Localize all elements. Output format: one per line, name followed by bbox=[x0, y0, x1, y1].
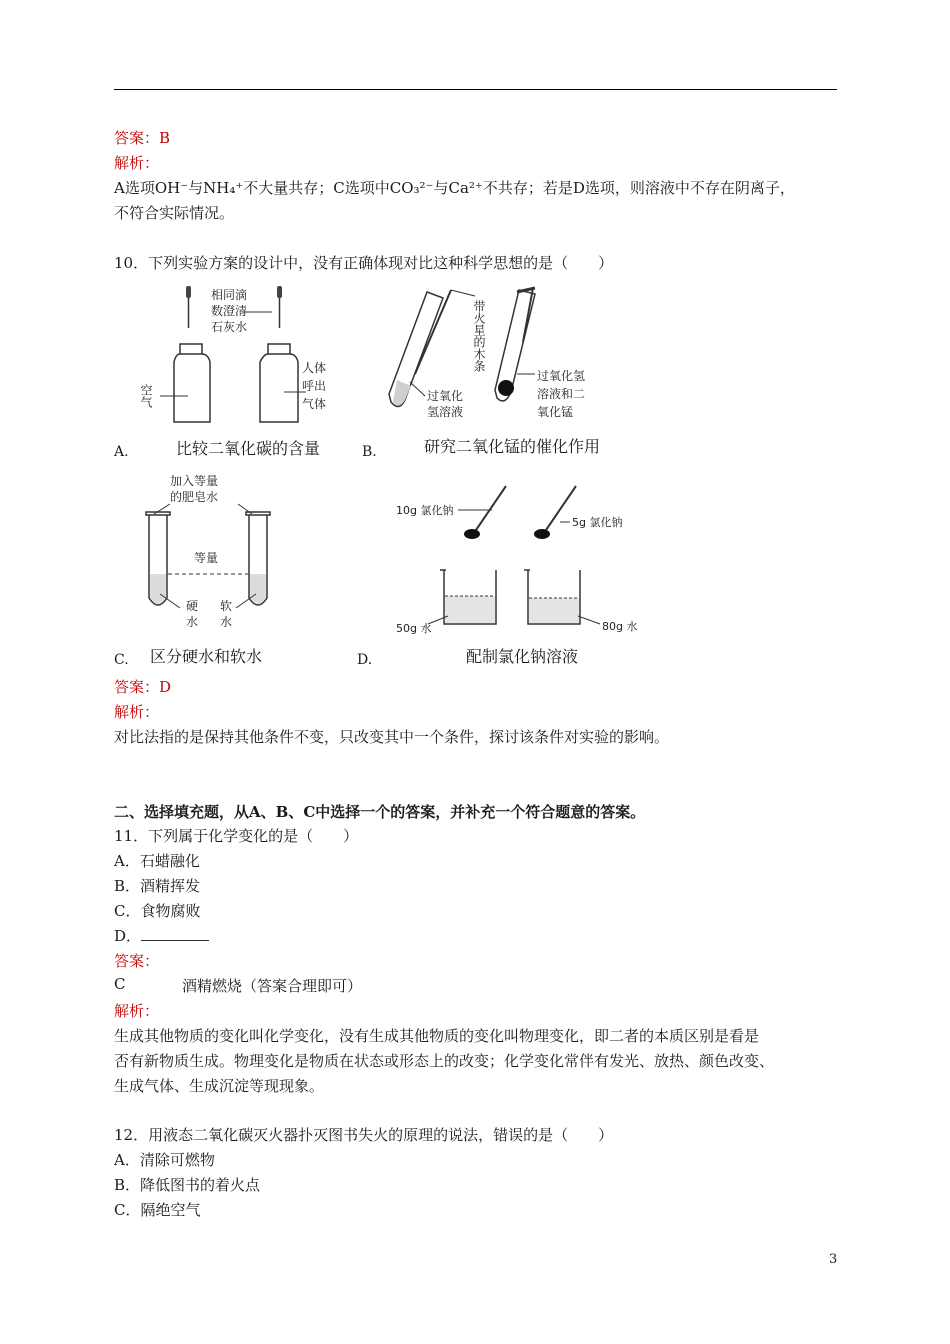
q12-option-c: C．隔绝空气 bbox=[114, 1201, 201, 1219]
q11-analysis-line3: 生成气体、生成沉淀等现现象。 bbox=[114, 1077, 325, 1095]
fig-d-left-salt: 10g 氯化钠 bbox=[396, 504, 454, 517]
fig-b-right-l1: 过氧化氢 bbox=[537, 369, 586, 383]
fig-d-right-salt: 5g 氯化钠 bbox=[572, 516, 623, 529]
q11-option-a: A．石蜡融化 bbox=[114, 852, 200, 870]
fig-a-dropper-l2: 数澄清 bbox=[211, 304, 248, 318]
fig-c-caption: 区分硬水和软水 bbox=[150, 647, 263, 666]
fig-c-mid: 等量 bbox=[194, 551, 219, 565]
fig-c-top-l1: 加入等量 bbox=[170, 474, 219, 488]
q10-figure-c bbox=[140, 470, 280, 640]
q10-figure-a bbox=[138, 282, 338, 457]
test-tube-icon bbox=[146, 512, 170, 605]
q11-analysis-label: 解析： bbox=[114, 1002, 160, 1020]
q12-option-a: A．清除可燃物 bbox=[114, 1151, 215, 1169]
q10-fig-b-letter: B. bbox=[362, 444, 377, 460]
header-rule bbox=[114, 89, 837, 90]
wooden-stick-icon bbox=[415, 290, 451, 374]
q11-option-d bbox=[114, 925, 209, 946]
test-tube-icon bbox=[246, 512, 270, 605]
fig-b-caption: 研究二氧化锰的催化作用 bbox=[424, 437, 601, 456]
fig-c-soft-l2: 水 bbox=[220, 615, 233, 629]
fig-a-left-label: 空气 bbox=[139, 384, 153, 408]
page-number: 3 bbox=[829, 1252, 838, 1267]
q10-analysis-label: 解析： bbox=[114, 703, 160, 721]
beaker-icon bbox=[524, 570, 580, 624]
section-heading: 二、选择填充题，从A、B、C中选择一个的答案，并补充一个符合题意的答案。 bbox=[114, 803, 646, 821]
q10-fig-c-letter: C. bbox=[114, 652, 129, 668]
fig-a-right-l2: 呼出 bbox=[302, 379, 327, 393]
q11-analysis-line2: 否有新物质生成。物理变化是物质在状态或形态上的改变；化学变化常伴有发光、放热、颜色改变、 bbox=[114, 1052, 775, 1070]
q9-analysis-label: 解析： bbox=[114, 154, 160, 172]
fig-d-caption: 配制氯化钠溶液 bbox=[466, 647, 579, 666]
fig-a-right-l3: 气体 bbox=[302, 397, 327, 411]
q9-analysis-line2: 不符合实际情况。 bbox=[114, 204, 235, 222]
spoon-icon bbox=[464, 486, 506, 539]
q11-stem: 11．下列属于化学变化的是（ ） bbox=[114, 827, 359, 845]
fig-a-right-l1: 人体 bbox=[302, 361, 327, 375]
fig-d-left-water: 50g 水 bbox=[396, 622, 432, 635]
q11-answer-fill: 酒精燃烧（答案合理即可） bbox=[182, 977, 363, 995]
fig-d-right-water: 80g 水 bbox=[602, 620, 638, 633]
q10-figure-b bbox=[385, 282, 615, 432]
fig-b-right-l2: 溶液和二 bbox=[537, 387, 586, 401]
spoon-icon bbox=[534, 486, 576, 539]
fig-a-caption: 比较二氧化碳的含量 bbox=[176, 439, 321, 458]
q11-answer-label: 答案： bbox=[114, 952, 160, 970]
q9-answer: 答案：B bbox=[114, 129, 171, 147]
q11-option-d-label: D． bbox=[114, 927, 142, 945]
q11-answer-choice: C bbox=[114, 975, 126, 993]
q11-analysis-line1: 生成其他物质的变化叫化学变化，没有生成其他物质的变化叫物理变化，即二者的本质区别是看是 bbox=[114, 1027, 760, 1045]
q11-option-c: C．食物腐败 bbox=[114, 902, 201, 920]
q10-fig-a-letter: A. bbox=[114, 444, 129, 460]
q10-fig-d-letter: D. bbox=[357, 652, 373, 668]
beaker-icon bbox=[440, 570, 496, 624]
fig-b-right-l3: 氧化锰 bbox=[537, 405, 574, 419]
dropper-icon bbox=[277, 286, 282, 328]
dropper-icon bbox=[186, 286, 191, 328]
q10-answer: 答案：D bbox=[114, 678, 172, 696]
gas-bottle-icon bbox=[260, 344, 298, 422]
fig-a-dropper-l1: 相同滴 bbox=[211, 288, 248, 302]
fig-c-hard-l1: 硬 bbox=[186, 599, 199, 613]
gas-bottle-icon bbox=[174, 344, 210, 422]
fill-blank bbox=[141, 926, 209, 941]
q10-stem: 10．下列实验方案的设计中，没有正确体现对比这种科学思想的是（ ） bbox=[114, 254, 614, 272]
fig-b-left-l2: 氢溶液 bbox=[427, 405, 464, 419]
fig-c-top-l2: 的肥皂水 bbox=[170, 490, 219, 504]
manganese-dioxide-icon bbox=[498, 380, 514, 396]
fig-c-soft-l1: 软 bbox=[220, 599, 233, 613]
fig-b-left-l1: 过氧化 bbox=[427, 389, 464, 403]
fig-a-dropper-l3: 石灰水 bbox=[211, 320, 248, 334]
fig-c-hard-l2: 水 bbox=[186, 615, 199, 629]
q10-analysis: 对比法指的是保持其他条件不变，只改变其中一个条件，探讨该条件对实验的影响。 bbox=[114, 728, 670, 746]
q12-stem: 12．用液态二氧化碳灭火器扑灭图书失火的原理的说法，错误的是（ ） bbox=[114, 1126, 614, 1144]
fig-b-stick-label: 带火星的木条 bbox=[472, 300, 486, 372]
q9-analysis-line1: A选项OH⁻与NH₄⁺不大量共存；C选项中CO₃²⁻与Ca²⁺不共存；若是D选项，则溶液中不存在阴离子， bbox=[114, 179, 795, 197]
q12-option-b: B．降低图书的着火点 bbox=[114, 1176, 261, 1194]
q10-figure-d bbox=[392, 478, 652, 638]
q11-option-b: B．酒精挥发 bbox=[114, 877, 201, 895]
